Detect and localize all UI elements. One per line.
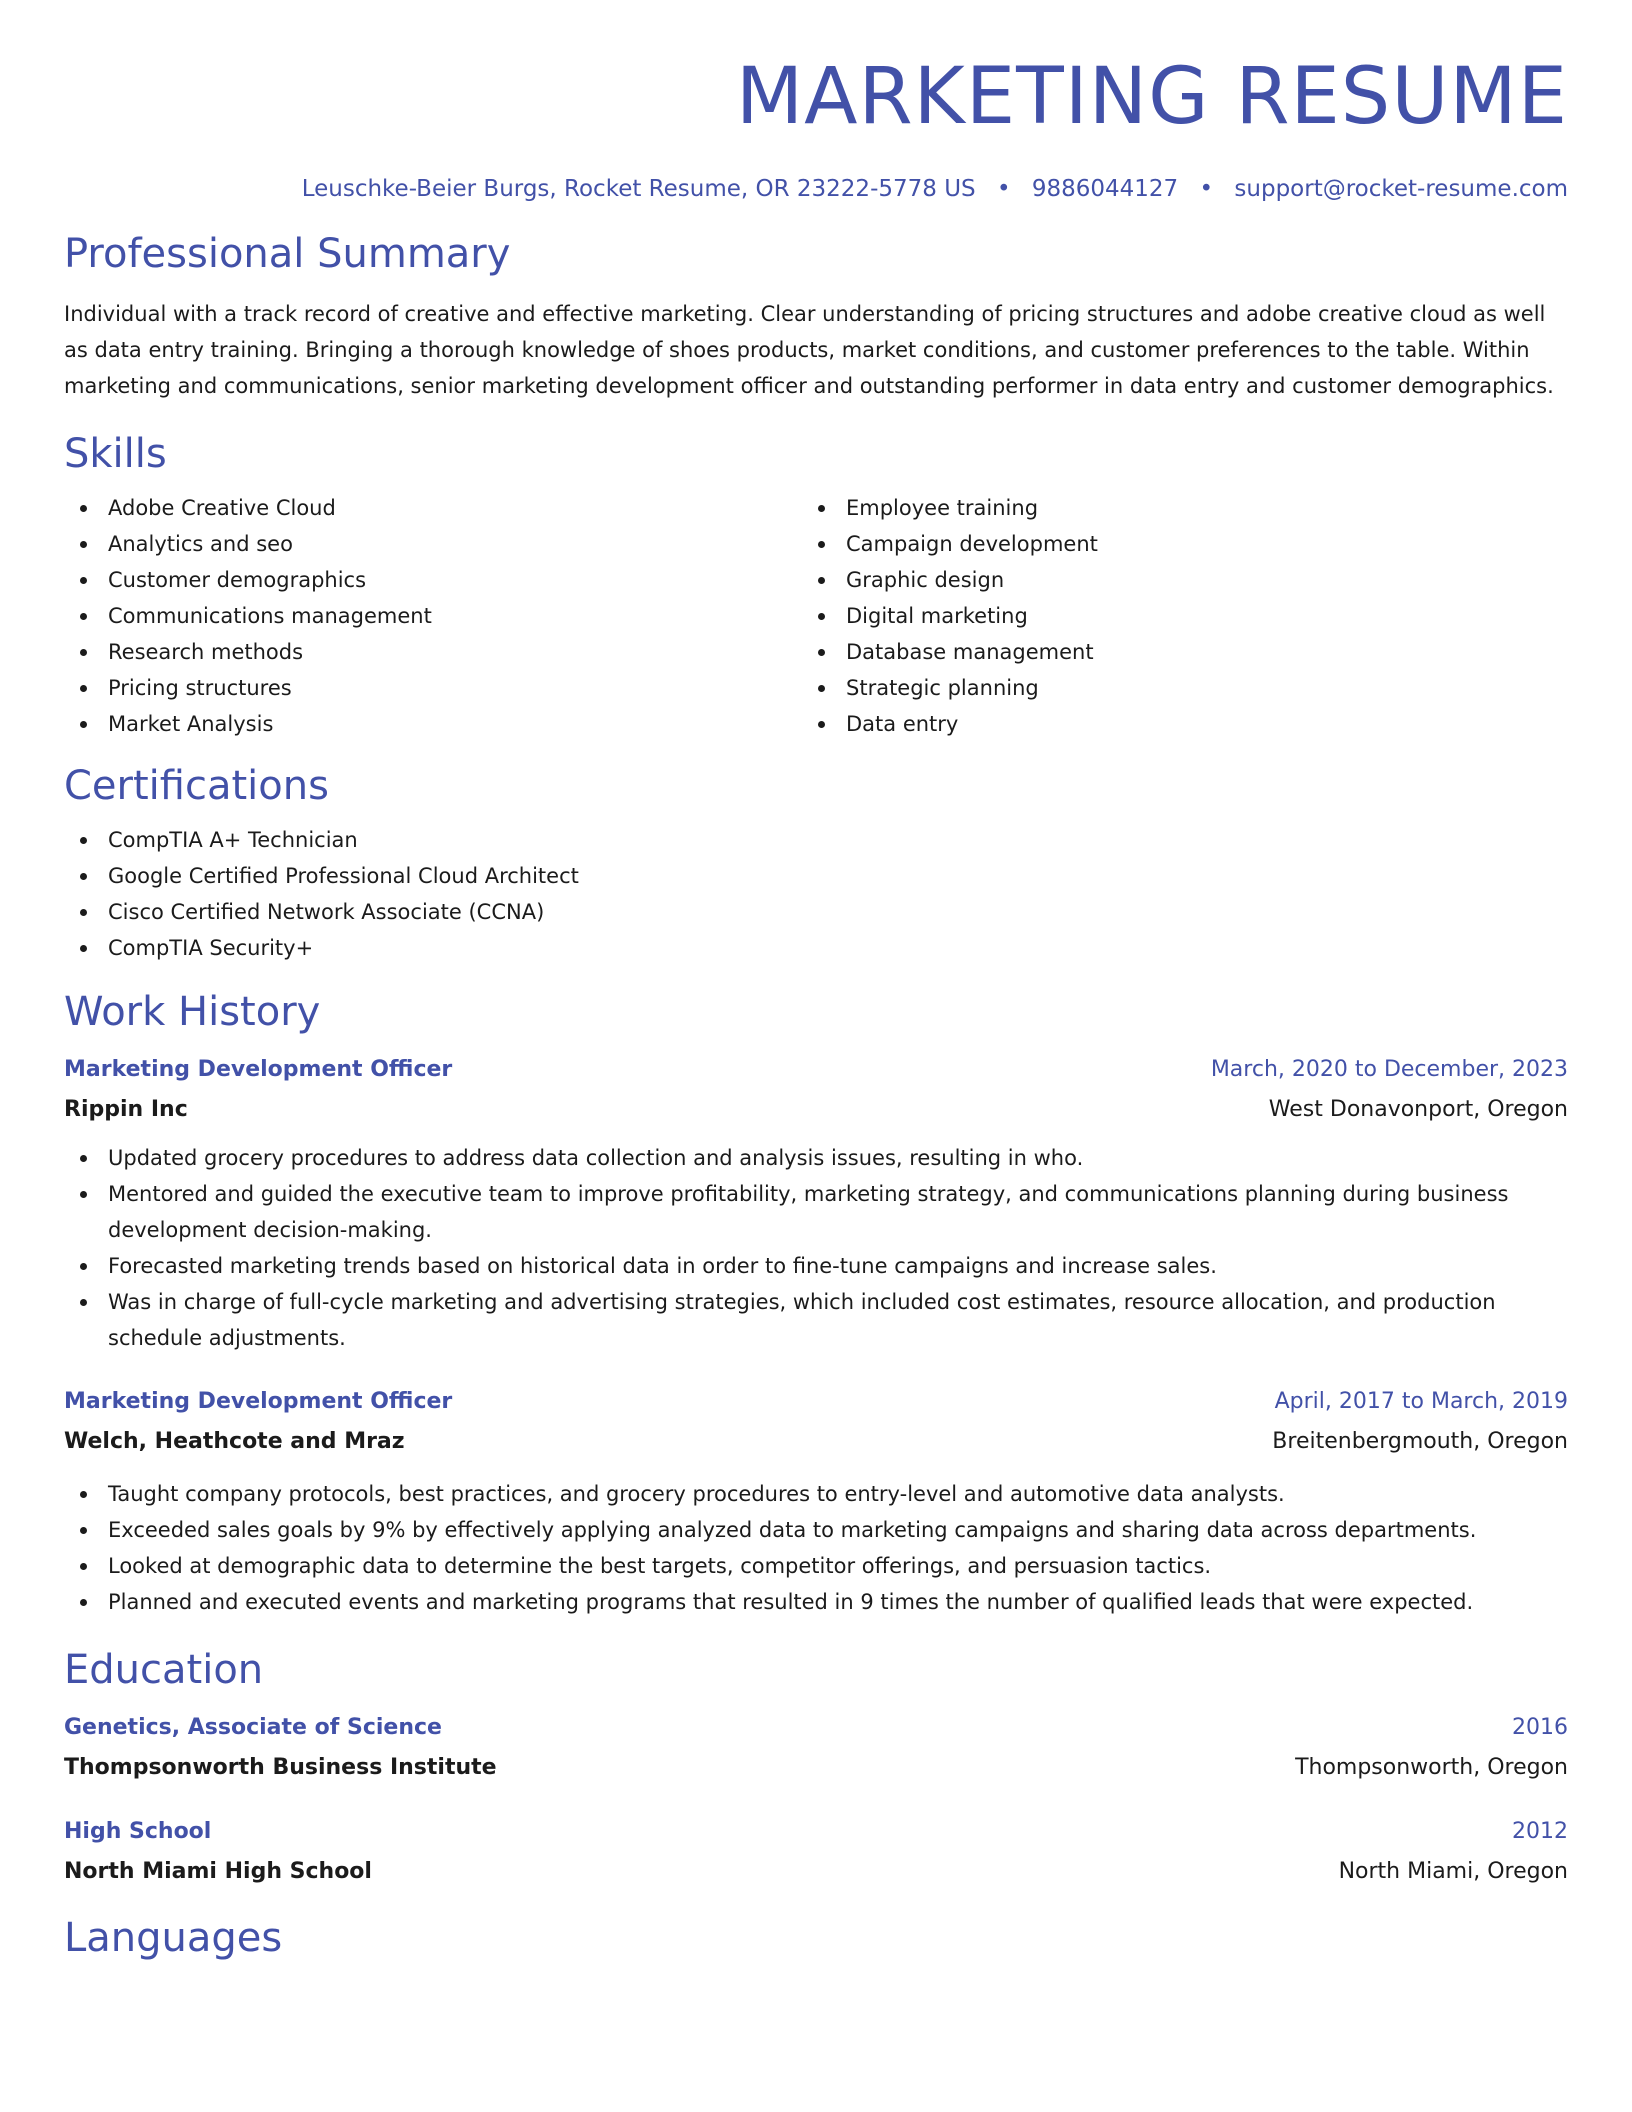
skill-item: Pricing structures [64,670,802,706]
skill-item: Analytics and seo [64,526,802,562]
job-bullet: Planned and executed events and marketing programs that resulted in 9 times the number of qualified leads that were expected. [64,1584,1568,1620]
contact-address: Leuschke-Beier Burgs, Rocket Resume, OR 23222-5778 US [301,176,976,202]
job-company: Rippin Inc [64,1097,188,1122]
skills-section [64,432,1568,742]
languages-section [64,1916,1568,1960]
certification-item: CompTIA Security+ [64,930,1568,966]
skill-item: Database management [802,634,1540,670]
education-header-row [64,1708,1568,1748]
job-location: West Donavonport, Oregon [1268,1097,1568,1122]
skill-item: Digital marketing [802,598,1540,634]
skills-list-left [64,490,802,742]
job-bullets [64,1476,1568,1620]
education-section [64,1648,1568,1892]
languages-heading: Languages [64,1915,283,1961]
job-location: Breitenbergmouth, Oregon [1272,1429,1568,1454]
job-company: Welch, Heathcote and Mraz [64,1429,405,1454]
resume-title: MARKETING RESUME [735,52,1568,142]
skill-item: Graphic design [802,562,1540,598]
education-school: North Miami High School [64,1859,372,1884]
job-role: Marketing Development Officer [64,1057,453,1082]
job-entry [64,1050,1568,1356]
job-entry [64,1382,1568,1620]
summary-section [64,232,1568,404]
job-header-row [64,1382,1568,1422]
education-entry [64,1708,1568,1788]
job-bullet: Taught company protocols, best practices, and grocery procedures to entry-level and automotive data analysts. [64,1476,1568,1512]
education-degree: Genetics, Associate of Science [64,1715,442,1740]
summary-heading: Professional Summary [64,231,511,277]
certifications-heading: Certifications [64,763,329,809]
education-year: 2012 [1512,1819,1568,1844]
work-history-section [64,990,1568,1620]
job-role: Marketing Development Officer [64,1389,453,1414]
job-bullet: Was in charge of full-cycle marketing and advertising strategies, which included cost estimates, resource allocation, and production schedule adjustments. [64,1284,1568,1356]
contact-separator: • [1199,176,1214,202]
skill-item: Campaign development [802,526,1540,562]
education-degree: High School [64,1819,212,1844]
education-school-row [64,1852,1568,1892]
job-dates: March, 2020 to December, 2023 [1210,1057,1568,1082]
summary-text: Individual with a track record of creative and effective marketing. Clear understanding of pricing structures and adobe creative cloud as well as data entry training. Bringing a thorough knowledge of shoes products, market conditions, and customer preferences to the table. Within marketing and communications, senior marketing development officer and outstanding performer in data entry and customer demographics. [64,302,1554,398]
skill-item: Research methods [64,634,802,670]
job-bullet: Mentored and guided the executive team to improve profitability, marketing strategy, and communications planning during business development decision-making. [64,1176,1568,1248]
job-company-row [64,1090,1568,1130]
education-school-row [64,1748,1568,1788]
education-entry [64,1812,1568,1892]
job-company-row [64,1422,1568,1462]
job-bullet: Forecasted marketing trends based on historical data in order to fine-tune campaigns and increase sales. [64,1248,1568,1284]
contact-email: support@rocket-resume.com [1234,176,1568,202]
certification-item: Google Certified Professional Cloud Architect [64,858,1568,894]
contact-line [64,176,1568,202]
contact-separator: • [996,176,1011,202]
education-school: Thompsonworth Business Institute [64,1755,497,1780]
certification-item: CompTIA A+ Technician [64,822,1568,858]
skill-item: Market Analysis [64,706,802,742]
skill-item: Customer demographics [64,562,802,598]
certifications-section [64,764,1568,966]
job-bullets [64,1140,1568,1356]
education-heading: Education [64,1647,264,1693]
skills-grid [64,490,1568,742]
certification-item: Cisco Certified Network Associate (CCNA) [64,894,1568,930]
skill-item: Employee training [802,490,1540,526]
certifications-list [64,822,1568,966]
skills-list-right [802,490,1540,742]
job-dates: April, 2017 to March, 2019 [1274,1389,1568,1414]
work-history-heading: Work History [64,989,321,1035]
job-bullet: Looked at demographic data to determine the best targets, competitor offerings, and persuasion tactics. [64,1548,1568,1584]
education-year: 2016 [1512,1715,1568,1740]
education-header-row [64,1812,1568,1852]
resume-header [64,0,1568,202]
job-bullet: Exceeded sales goals by 9% by effectively applying analyzed data to marketing campaigns and sharing data across departments. [64,1512,1568,1548]
skill-item: Communications management [64,598,802,634]
education-location: Thompsonworth, Oregon [1295,1755,1568,1780]
skill-item: Data entry [802,706,1540,742]
skill-item: Adobe Creative Cloud [64,490,802,526]
skill-item: Strategic planning [802,670,1540,706]
education-location: North Miami, Oregon [1338,1859,1568,1884]
job-header-row [64,1050,1568,1090]
contact-phone: 9886044127 [1031,176,1179,202]
skills-heading: Skills [64,431,167,477]
job-bullet: Updated grocery procedures to address data collection and analysis issues, resulting in who. [64,1140,1568,1176]
